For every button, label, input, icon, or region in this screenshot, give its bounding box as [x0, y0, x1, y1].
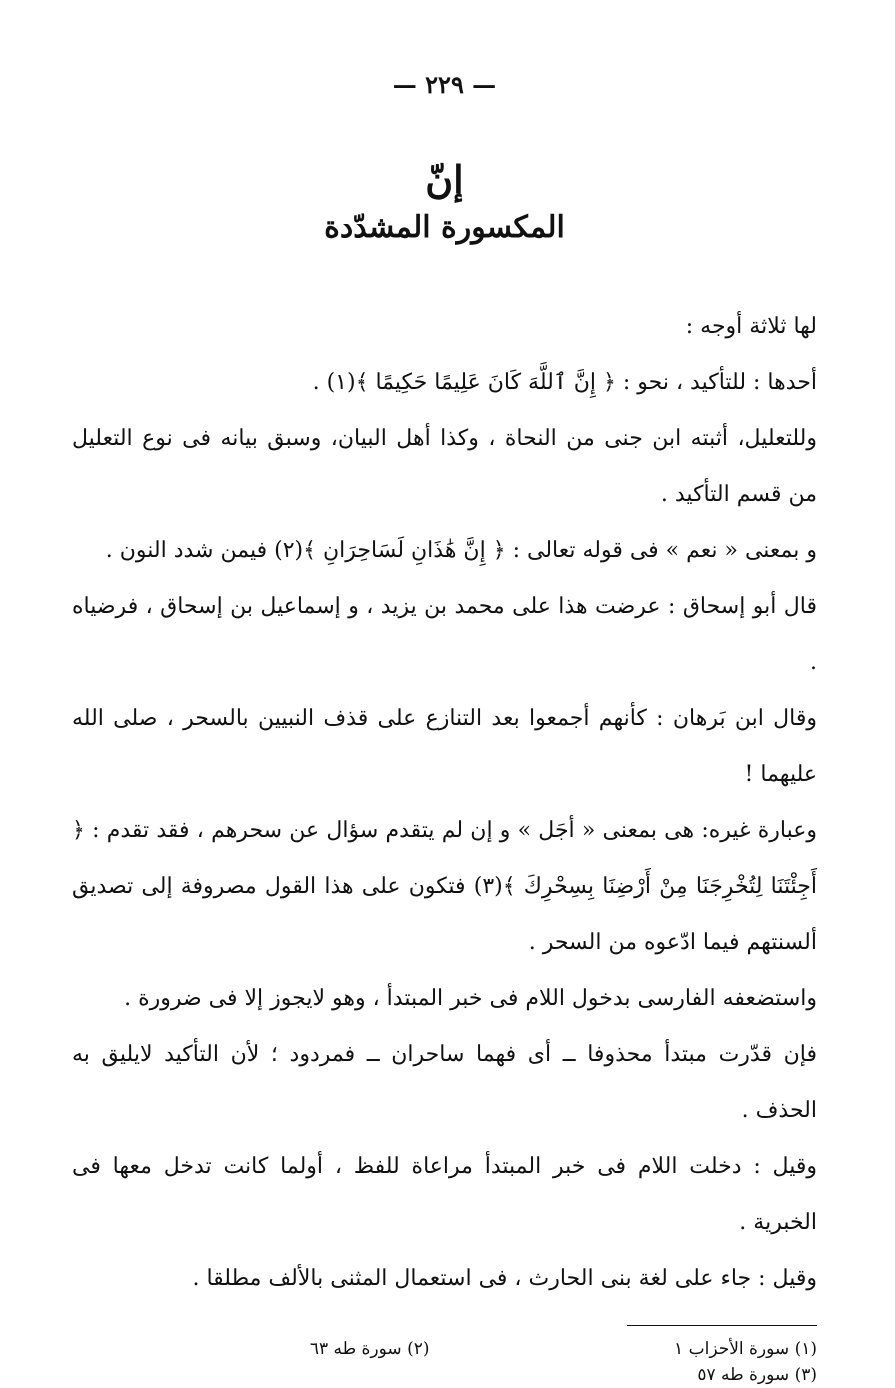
section-subtitle: المكسورة المشدّدة: [324, 210, 565, 246]
paragraph-lam-note: وقيل : دخلت اللام فى خبر المبتدأ مراعاة للفظ ، أولما كانت تدخل معها فى الخبرية .: [72, 1154, 817, 1236]
paragraph-farisi: واستضعفه الفارسى بدخول اللام فى خبر المبتدأ ، وهو لايجوز إلا فى ضرورة .: [124, 986, 817, 1012]
paragraph-implied-subject: فإن قدّرت مبتدأ محذوفا ــ أى فهما ساحران ــ فمردود ؛ لأن التأكيد لايليق به الحذف .: [72, 1042, 817, 1124]
paragraph-bani-harith: وقيل : جاء على لغة بنى الحارث ، فى استعمال المثنى بالألف مطلقا .: [192, 1266, 817, 1292]
paragraph-causation: وللتعليل، أثبته ابن جنى من النحاة ، وكذا أهل البيان، وسبق بيانه فى نوع التعليل من قسم التأكيد .: [72, 426, 817, 508]
paragraph-ibn-burhan: وقال ابن بَرهان : كأنهم أجمعوا بعد التنازع على قذف النبيين بالسحر ، صلى الله عليهما !: [72, 706, 817, 788]
section-title: إنّ: [425, 157, 464, 202]
paragraph-ajal: وعبارة غيره: هى بمعنى « أجَل » و إن لم يتقدم سؤال عن سحرهم ، فقد تقدم : ﴿ أَجِئْتَنَا لِتُخْرِجَنَا مِنْ أَرْضِنَا بِسِحْرِكَ ﴾(٣) فتكون على هذا القول مصروفة إلى تصديق ألسنتهم فيما ادّعوه من السحر .: [72, 818, 817, 956]
footnote-divider: [627, 1325, 817, 1326]
page-number: — ٢٢٩ —: [392, 70, 497, 99]
paragraph-emphasis: أحدها : للتأكيد ، نحو : ﴿ إِنَّ ٱللَّهَ كَانَ عَلِيمًا حَكِيمًا ﴾(١) .: [312, 370, 817, 396]
footnote-2: (٢) سورة طه ٦٣: [309, 1339, 430, 1360]
footnote-1: (١) سورة الأحزاب ١: [674, 1339, 817, 1360]
footnotes: [72, 1336, 817, 1388]
paragraph-intro: لها ثلاثة أوجه :: [685, 314, 817, 340]
body-text: [72, 299, 817, 1307]
paragraph-abu-ishaq: قال أبو إسحاق : عرضت هذا على محمد بن يزيد ، و إسماعيل بن إسحاق ، فرضياه .: [72, 594, 817, 676]
paragraph-meaning-naam: و بمعنى « نعم » فى قوله تعالى : ﴿ إِنَّ هَٰذَانِ لَسَاحِرَانِ ﴾(٢) فيمن شدد النون .: [105, 538, 817, 564]
footnote-3: (٣) سورة طه ٥٧: [697, 1365, 817, 1386]
